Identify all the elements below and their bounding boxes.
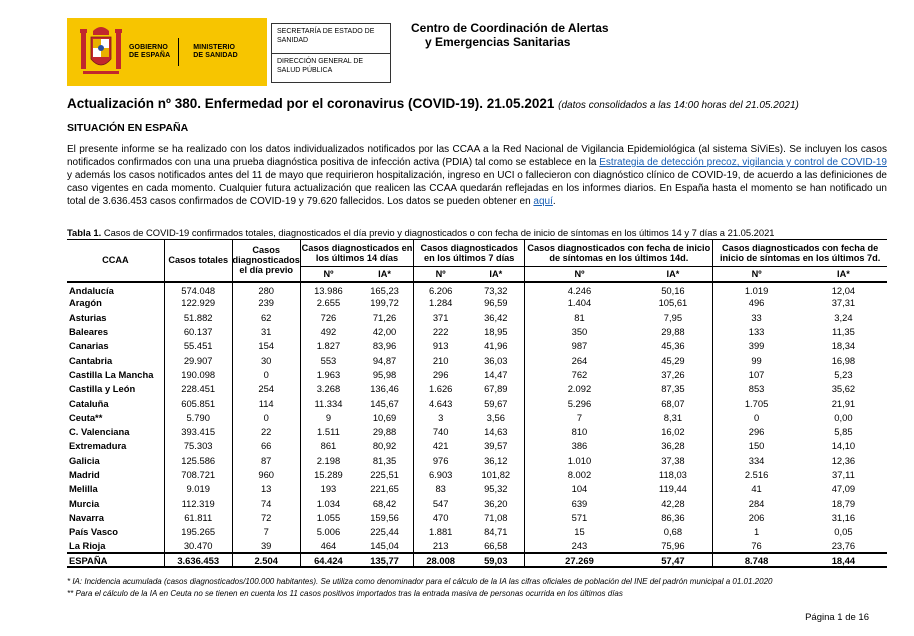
title-note: (datos consolidados a las 14:00 horas del 21.05.2021) <box>558 100 799 111</box>
table-cell: 264 <box>525 353 634 367</box>
table-cell: 239 <box>232 296 300 310</box>
table-row <box>67 396 887 410</box>
table-cell: 50,16 <box>661 284 685 296</box>
department-box <box>271 23 391 83</box>
table-cell: 112.319 <box>164 496 232 510</box>
table-cell: 47,09 <box>831 483 856 495</box>
table-cell: 11.334 <box>300 396 356 410</box>
region-name: Castilla La Mancha <box>69 368 154 380</box>
table-cell: 5,85 <box>834 426 853 438</box>
table-row <box>67 296 887 310</box>
table-cell: 36,03 <box>484 354 508 366</box>
table-cell: 72 <box>232 510 300 524</box>
table-cell: 222 <box>414 324 468 338</box>
table-cell: 45,29 <box>661 354 685 366</box>
table-cell: 37,11 <box>832 469 855 480</box>
table-cell: 1.034 <box>300 496 356 510</box>
table-cell: 95,32 <box>484 483 508 495</box>
table-cell: 371 <box>414 310 468 324</box>
table-cell: 96,59 <box>484 297 508 309</box>
table-cell: 10,69 <box>372 411 397 423</box>
table-cell: 2.504 <box>232 553 300 567</box>
table-cell: 496 <box>713 296 800 310</box>
col-ia-sint-14d: IA* <box>634 267 713 282</box>
table-cell: 8,31 <box>663 411 683 423</box>
table-cell: 1.963 <box>300 367 356 381</box>
table-cell: 1.010 <box>525 453 634 467</box>
table-cell: 4.246 <box>525 282 634 296</box>
table-cell: 154 <box>232 339 300 353</box>
col-group-14d: Casos diagnosticados en los últimos 14 días <box>300 240 413 267</box>
table-row <box>67 324 887 338</box>
table-cell: 80,92 <box>372 440 397 452</box>
table-cell: 39,57 <box>484 440 508 452</box>
table-cell: 399 <box>713 339 800 353</box>
ministry-name <box>193 44 238 60</box>
table-cell: 976 <box>414 453 468 467</box>
table-cell: 118,03 <box>658 469 687 480</box>
para-text-3: . <box>552 196 556 207</box>
region-name: Andalucía <box>69 284 114 296</box>
table-cell: 14,10 <box>831 440 856 452</box>
col-n-14d: Nº <box>300 267 356 282</box>
table-cell: 29.907 <box>164 353 232 367</box>
table-cell: 5.790 <box>164 410 232 424</box>
table-cell: 62 <box>232 310 300 324</box>
para-text-2: y además los casos notificados antes del 11 de mayo que requirieron hospitalización, ingreso en UCI o fallecieron con diagnóstico clínico de COVID-19, de acuerdo a las definiciones de caso vigentes en cada momento. Cualquier futura actualización que realicen las CCAA quedarán reflejadas en los informes diarios. En España hasta el momento se han notificado un total de 3.636.453 casos confirmados de COVID-19 y 79.620 fallecidos. Los datos se pueden obtener en <box>67 170 887 207</box>
gov-line1: GOBIERNO <box>129 44 168 51</box>
table-cell: 254 <box>232 382 300 396</box>
table-cell: 3.268 <box>300 382 356 396</box>
table-cell: 221,65 <box>370 483 399 495</box>
table-cell: 639 <box>525 496 634 510</box>
table-cell: 861 <box>300 439 356 453</box>
table-cell: 45,36 <box>661 340 685 352</box>
table-cell: 243 <box>525 539 634 553</box>
table-row <box>67 410 887 424</box>
col-n-sint-7d: Nº <box>713 267 800 282</box>
table-cell: 853 <box>713 382 800 396</box>
table-cell: 3 <box>414 410 468 424</box>
table-cell: 1.705 <box>713 396 800 410</box>
table-cell: 30 <box>232 353 300 367</box>
table-cell: 206 <box>713 510 800 524</box>
table-cell: 101,82 <box>481 469 511 480</box>
table-cell: 7 <box>232 525 300 539</box>
table-cell: 210 <box>414 353 468 367</box>
table-cell: 3.636.453 <box>164 553 232 567</box>
title-main: Actualización nº 380. Enfermedad por el coronavirus (COVID-19). 21.05.2021 <box>67 96 555 111</box>
table-cell: 30.470 <box>164 539 232 553</box>
region-name: Navarra <box>69 511 104 523</box>
table-cell: 135,77 <box>356 553 414 567</box>
table-cell: 7 <box>525 410 634 424</box>
table-cell: 36,42 <box>484 311 508 323</box>
table-cell: 42,00 <box>372 326 397 338</box>
table-cell: 12,36 <box>831 454 856 466</box>
table-cell: 67,89 <box>484 383 508 395</box>
page-number: Página 1 de 16 <box>805 612 869 623</box>
col-casos-totales: Casos totales <box>164 240 232 282</box>
table-cell: 8.002 <box>525 467 634 481</box>
table-cell: 195.265 <box>164 525 232 539</box>
table-cell: 1.881 <box>414 525 468 539</box>
table-cell: 55.451 <box>164 339 232 353</box>
table-cell: 350 <box>525 324 634 338</box>
table-row <box>67 453 887 467</box>
table-cell: 13 <box>232 482 300 496</box>
table-cell: 114 <box>232 396 300 410</box>
document-header <box>67 18 867 88</box>
region-name: ESPAÑA <box>67 553 164 567</box>
table-cell: 81,35 <box>372 454 397 466</box>
table-cell: 492 <box>300 324 356 338</box>
table-cell: 284 <box>713 496 800 510</box>
col-ia-14d: IA* <box>356 267 414 282</box>
table-cell: 11,35 <box>832 326 855 338</box>
table-cell: 37,31 <box>831 297 856 309</box>
region-name: Canarias <box>69 340 109 352</box>
table-cell: 1.626 <box>414 382 468 396</box>
secretaria-label: SECRETARÍA DE ESTADO DE SANIDAD <box>272 24 390 54</box>
table-cell: 5.296 <box>525 396 634 410</box>
table-row <box>67 525 887 539</box>
table-cell: 21,91 <box>831 397 856 409</box>
table-cell: 73,32 <box>484 284 508 296</box>
table-cell: 213 <box>414 539 468 553</box>
table-cell: 14,63 <box>484 426 508 438</box>
table-cell: 2.198 <box>300 453 356 467</box>
table-cell: 84,71 <box>484 526 508 538</box>
table-cell: 36,20 <box>484 497 508 509</box>
table-cell: 119,44 <box>658 483 687 495</box>
table-cell: 104 <box>525 482 634 496</box>
table-cell: 74 <box>232 496 300 510</box>
table-row <box>67 310 887 324</box>
col-casos-previo: Casos diagnosticados el día previo <box>232 240 300 282</box>
table-cell: 547 <box>414 496 468 510</box>
region-name: Castilla y León <box>69 383 136 395</box>
table-cell: 59,67 <box>484 397 508 409</box>
table-cell: 5.006 <box>300 525 356 539</box>
table-cell: 36,12 <box>484 454 508 466</box>
table-row <box>67 367 887 381</box>
table-cell: 81 <box>525 310 634 324</box>
table-cell: 708.721 <box>164 467 232 481</box>
table-cell: 105,61 <box>658 297 688 309</box>
table-cell: 553 <box>300 353 356 367</box>
table-cell: 18,44 <box>800 553 887 567</box>
footnote-ia: * IA: Incidencia acumulada (casos diagnosticados/100.000 habitantes). Se utiliza como denominador para el cálculo de la IA las cifras oficiales de población del INE del padrón municipal a 01.01.2020 <box>67 577 773 586</box>
government-logo <box>67 18 267 86</box>
table-cell: 75.303 <box>164 439 232 453</box>
table-cell: 7,95 <box>663 311 683 323</box>
table-cell: 2.655 <box>300 296 356 310</box>
table-cell: 68,07 <box>661 397 685 409</box>
table-cell: 42,28 <box>661 497 685 509</box>
table-cell: 280 <box>232 282 300 296</box>
table-cell: 605.851 <box>164 396 232 410</box>
table-cell: 29,88 <box>661 326 685 338</box>
table-cell: 165,23 <box>370 284 399 296</box>
table-row <box>67 482 887 496</box>
table-cell: 5,23 <box>834 368 853 380</box>
table-cell: 0 <box>232 410 300 424</box>
table-cell: 27.269 <box>525 553 634 567</box>
table-cell: 87 <box>232 453 300 467</box>
logo-divider <box>178 38 179 66</box>
table-cell: 740 <box>414 424 468 438</box>
table-cell: 726 <box>300 310 356 324</box>
table-cell: 31 <box>232 324 300 338</box>
table-cell: 810 <box>525 424 634 438</box>
ccaes-title <box>411 21 609 49</box>
table-cell: 22 <box>232 424 300 438</box>
table-cell: 571 <box>525 510 634 524</box>
table-cell: 0,00 <box>834 411 853 423</box>
table-cell: 13.986 <box>300 282 356 296</box>
table-row <box>67 510 887 524</box>
table-cell: 60.137 <box>164 324 232 338</box>
table-cell: 6.903 <box>414 467 468 481</box>
table-cell: 51.882 <box>164 310 232 324</box>
table-cell: 987 <box>525 339 634 353</box>
table-cell: 464 <box>300 539 356 553</box>
ministry-line2: DE SANIDAD <box>193 52 238 59</box>
region-name: País Vasco <box>69 526 118 538</box>
ccaes-line2: y Emergencias Sanitarias <box>425 35 571 49</box>
ministry-line1: MINISTERIO <box>193 44 236 51</box>
col-ia-7d: IA* <box>467 267 525 282</box>
table-cell: 37,26 <box>661 368 685 380</box>
table-cell: 159,56 <box>370 511 399 523</box>
table-cell: 83,96 <box>372 340 397 352</box>
table-cell: 4.643 <box>414 396 468 410</box>
table-cell: 39 <box>232 539 300 553</box>
table-cell: 0,05 <box>834 526 853 538</box>
direccion-label: DIRECCIÓN GENERAL DE SALUD PÚBLICA <box>277 58 364 74</box>
gov-name <box>129 44 170 60</box>
table-cell: 71,26 <box>372 311 397 323</box>
table-cell: 12,04 <box>831 284 856 296</box>
table-cell: 386 <box>525 439 634 453</box>
region-name: Aragón <box>69 297 102 309</box>
table-cell: 2.092 <box>525 382 634 396</box>
table-cell: 228.451 <box>164 382 232 396</box>
region-name: Cantabria <box>69 354 113 366</box>
table-cell: 18,79 <box>831 497 856 509</box>
table-cell: 334 <box>713 453 800 467</box>
table-row <box>67 382 887 396</box>
table-cell: 23,76 <box>831 539 856 551</box>
table-cell: 1.284 <box>414 296 468 310</box>
table-row <box>67 439 887 453</box>
region-name: Ceuta** <box>69 411 103 423</box>
table-cell: 66,58 <box>484 539 508 551</box>
table-cell: 0 <box>232 367 300 381</box>
para-text-1: El presente informe se ha realizado con los datos individualizados notificados por las CCAA a la Red Nacional de Vigilancia Epidemiológica (al sistema SiViEs). Se incluyen los casos notificados confirmados con una una prueba diagnóstica positiva de infección activa (PDIA) tal como se establece en la <box>67 144 887 168</box>
table-cell: 107 <box>713 367 800 381</box>
col-group-sint-7d: Casos diagnosticados con fecha de inicio de síntomas en los últimos 7d. <box>713 240 887 267</box>
col-group-7d: Casos diagnosticados en los últimos 7 días <box>414 240 525 267</box>
table-cell: 18,34 <box>831 340 856 352</box>
region-name: La Rioja <box>69 539 106 551</box>
covid-cases-table <box>67 239 887 568</box>
ccaes-line1: Centro de Coordinación de Alertas <box>411 21 609 35</box>
table-cell: 75,96 <box>661 539 685 551</box>
table-cell: 225,44 <box>370 526 399 538</box>
table-cell: 76 <box>713 539 800 553</box>
table-cell: 913 <box>414 339 468 353</box>
table-cell: 15 <box>525 525 634 539</box>
region-name: Galicia <box>69 454 100 466</box>
intro-paragraph <box>67 143 887 208</box>
coat-of-arms-icon <box>79 23 123 81</box>
table-cell: 28.008 <box>414 553 468 567</box>
footnote-ceuta: ** Para el cálculo de la IA en Ceuta no se tienen en cuenta los 11 casos positivos importados tras la entrada masiva de personas ocurrida en los últimos días <box>67 589 623 598</box>
table-row <box>67 496 887 510</box>
table-cell: 16,02 <box>661 426 685 438</box>
region-name: Extremadura <box>69 440 127 452</box>
table-cell: 6.206 <box>414 282 468 296</box>
table-cell: 29,88 <box>372 426 397 438</box>
data-link[interactable]: aquí <box>533 196 553 207</box>
table-cell: 9 <box>300 410 356 424</box>
table-cell: 1.511 <box>300 424 356 438</box>
table-cell: 83 <box>414 482 468 496</box>
col-n-7d: Nº <box>414 267 468 282</box>
table-cell: 15.289 <box>300 467 356 481</box>
table-cell: 225,51 <box>370 469 399 480</box>
table-cell: 86,36 <box>661 511 685 523</box>
report-title <box>67 96 799 111</box>
table-row <box>67 424 887 438</box>
region-name: Baleares <box>69 326 109 338</box>
region-name: Madrid <box>69 469 100 480</box>
gov-line2: DE ESPAÑA <box>129 52 171 59</box>
table-cell: 8.748 <box>713 553 800 567</box>
table-cell: 18,95 <box>484 326 508 338</box>
table-cell: 136,46 <box>370 383 399 395</box>
table-cell: 64.424 <box>300 553 356 567</box>
table-cell: 16,98 <box>831 354 856 366</box>
table-cell: 1.827 <box>300 339 356 353</box>
table-cell: 37,38 <box>661 454 685 466</box>
table-cell: 960 <box>232 467 300 481</box>
table-cell: 95,98 <box>372 368 397 380</box>
table-cell: 87,35 <box>661 383 685 395</box>
table-cell: 94,87 <box>372 354 397 366</box>
table-cell: 1.055 <box>300 510 356 524</box>
table-total-row <box>67 553 887 567</box>
col-group-sint-14d: Casos diagnosticados con fecha de inicio de síntomas en los últimos 14d. <box>525 240 713 267</box>
table-cell: 296 <box>414 367 468 381</box>
table-cell: 0,68 <box>663 526 683 538</box>
table-row <box>67 539 887 553</box>
table-caption-text: Casos de COVID-19 confirmados totales, diagnosticados el día previo y diagnosticados o con fecha de inicio de síntomas en los últimos 14 y 7 días a 21.05.2021 <box>101 227 775 238</box>
table-cell: 36,28 <box>661 440 685 452</box>
table-cell: 59,03 <box>467 553 525 567</box>
table-cell: 190.098 <box>164 367 232 381</box>
section-heading: SITUACIÓN EN ESPAÑA <box>67 122 189 134</box>
table-cell: 3,56 <box>486 411 505 423</box>
table-cell: 1.404 <box>525 296 634 310</box>
table-cell: 3,24 <box>834 311 853 323</box>
table-cell: 1 <box>713 525 800 539</box>
table-cell: 145,67 <box>370 397 399 409</box>
table-cell: 66 <box>232 439 300 453</box>
table-row <box>67 339 887 353</box>
table-cell: 145,04 <box>370 539 399 551</box>
table-cell: 393.415 <box>164 424 232 438</box>
region-name: Cataluña <box>69 397 109 409</box>
region-name: Melilla <box>69 483 98 495</box>
table-cell: 193 <box>300 482 356 496</box>
table-cell: 296 <box>713 424 800 438</box>
col-n-sint-14d: Nº <box>525 267 634 282</box>
strategy-link[interactable]: Estrategia de detección precoz, vigilancia y control de COVID-19 <box>599 157 887 168</box>
table-cell: 14,47 <box>484 368 508 380</box>
region-name: Asturias <box>69 311 107 323</box>
table-cell: 0 <box>713 410 800 424</box>
table-cell: 199,72 <box>370 297 399 309</box>
table-cell: 99 <box>713 353 800 367</box>
table-row <box>67 353 887 367</box>
table-cell: 61.811 <box>164 510 232 524</box>
table-row <box>67 282 887 296</box>
table-cell: 2.516 <box>713 467 800 481</box>
table-row <box>67 467 887 481</box>
table-cell: 71,08 <box>484 511 508 523</box>
table-cell: 574.048 <box>164 282 232 296</box>
table-cell: 68,42 <box>372 497 397 509</box>
table-cell: 421 <box>414 439 468 453</box>
table-cell: 125.586 <box>164 453 232 467</box>
table-cell: 31,16 <box>831 511 856 523</box>
table-cell: 35,62 <box>831 383 856 395</box>
table-cell: 41,96 <box>484 340 508 352</box>
col-ccaa: CCAA <box>67 240 164 282</box>
table-cell: 33 <box>713 310 800 324</box>
table-caption-label: Tabla 1. <box>67 227 102 238</box>
table-cell: 122.929 <box>164 296 232 310</box>
table-cell: 1.019 <box>713 282 800 296</box>
col-ia-sint-7d: IA* <box>800 267 887 282</box>
table-cell: 133 <box>713 324 800 338</box>
table-cell: 9.019 <box>164 482 232 496</box>
region-name: Murcia <box>69 497 100 509</box>
table-cell: 41 <box>713 482 800 496</box>
table-cell: 57,47 <box>634 553 713 567</box>
table-cell: 762 <box>525 367 634 381</box>
table-caption <box>67 227 775 238</box>
table-cell: 150 <box>713 439 800 453</box>
region-name: C. Valenciana <box>69 426 130 438</box>
table-cell: 470 <box>414 510 468 524</box>
